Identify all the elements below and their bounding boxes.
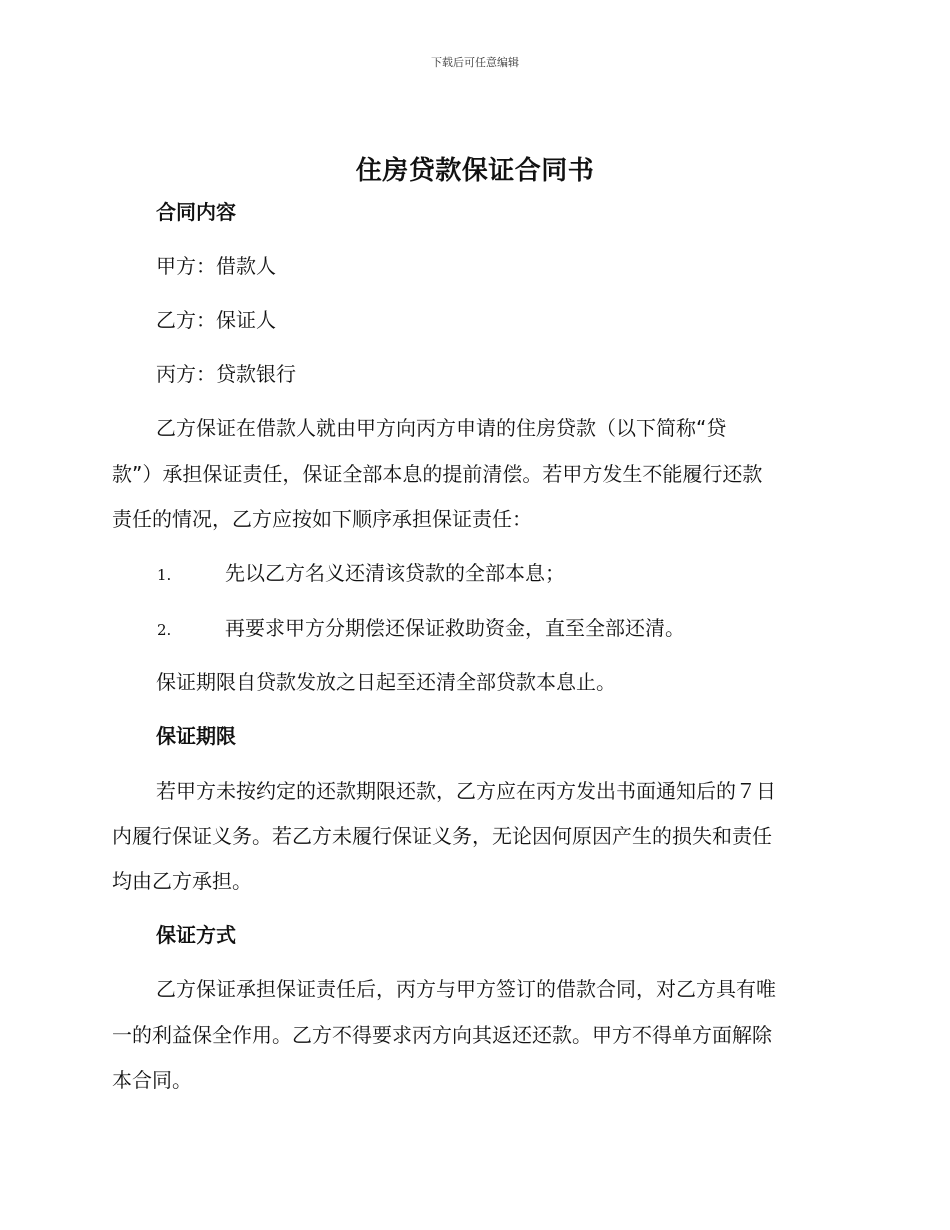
list-text: 先以乙方名义还清该贷款的全部本息； xyxy=(225,561,565,585)
paragraph-line: 内履行保证义务。若乙方未履行保证义务，无论因何原因产生的损失和责任 xyxy=(112,824,772,848)
document-title: 住房贷款保证合同书 xyxy=(355,156,595,186)
party-c-line: 丙方：贷款银行 xyxy=(156,362,296,386)
header-note: 下载后可任意编辑 xyxy=(431,56,519,69)
list-number: 1. xyxy=(157,566,172,584)
list-number: 2. xyxy=(157,621,172,639)
paragraph-line: 均由乙方承担。 xyxy=(112,869,252,893)
party-b-line: 乙方：保证人 xyxy=(156,308,276,332)
section-heading-contract-content: 合同内容 xyxy=(156,200,236,224)
section-heading-guarantee-method: 保证方式 xyxy=(156,923,236,947)
paragraph-line: 若甲方未按约定的还款期限还款，乙方应在丙方发出书面通知后的７日 xyxy=(156,779,776,803)
list-item xyxy=(157,610,685,648)
guarantee-term-line: 保证期限自贷款发放之日起至还清全部贷款本息止。 xyxy=(156,670,616,694)
paragraph-line: 本合同。 xyxy=(112,1068,192,1092)
paragraph-line: 乙方保证承担保证责任后，丙方与甲方签订的借款合同，对乙方具有唯 xyxy=(156,977,776,1001)
paragraph-line: 款”）承担保证责任，保证全部本息的提前清偿。若甲方发生不能履行还款 xyxy=(112,462,763,486)
paragraph-line: 责任的情况，乙方应按如下顺序承担保证责任： xyxy=(112,507,532,531)
section-heading-guarantee-period: 保证期限 xyxy=(156,724,236,748)
party-a-line: 甲方：借款人 xyxy=(156,254,276,278)
paragraph-line: 乙方保证在借款人就由甲方向丙方申请的住房贷款（以下简称“贷 xyxy=(156,416,727,440)
list-text: 再要求甲方分期偿还保证救助资金，直至全部还清。 xyxy=(225,616,685,640)
paragraph-line: 一的利益保全作用。乙方不得要求丙方向其返还还款。甲方不得单方面解除 xyxy=(112,1023,772,1047)
list-item xyxy=(157,555,565,593)
